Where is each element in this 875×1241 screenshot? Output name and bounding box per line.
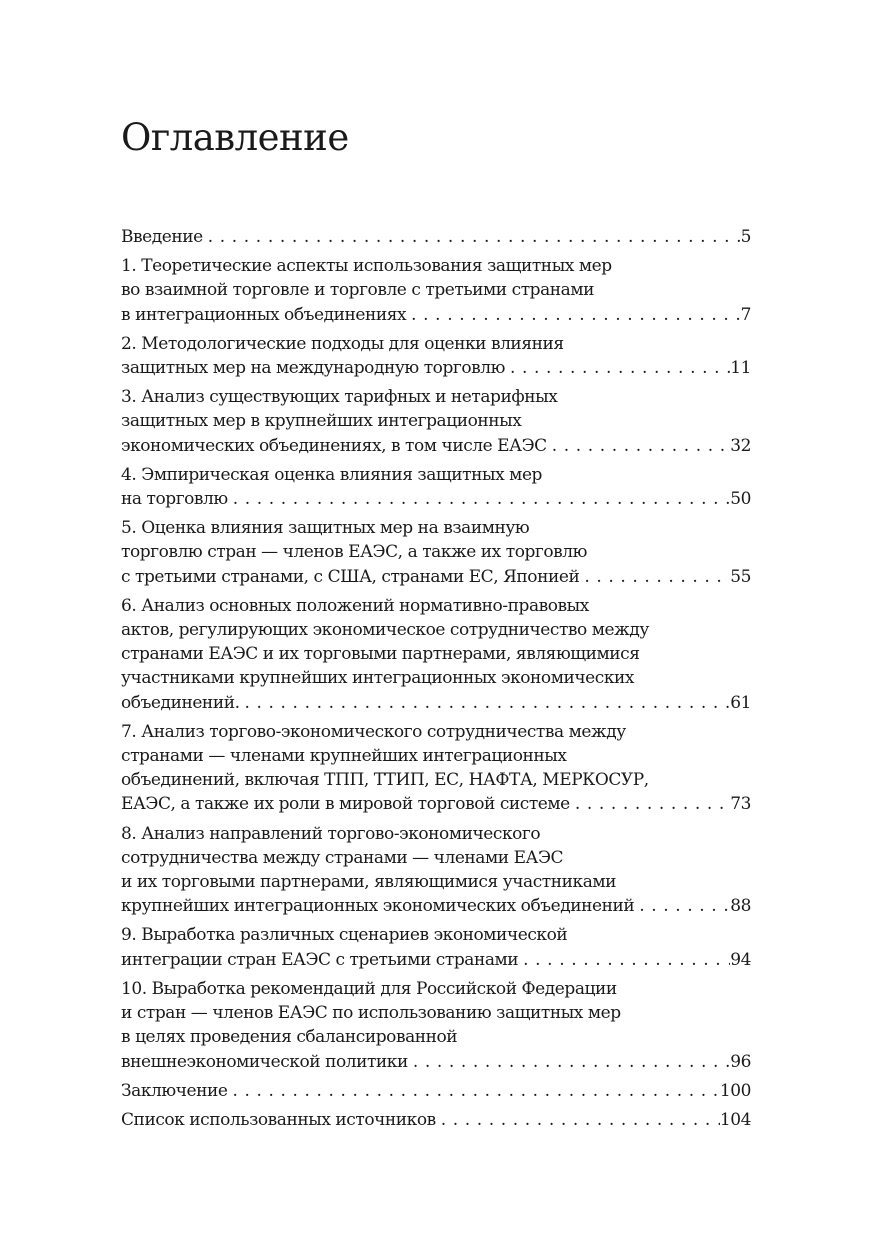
page-title: Оглавление (121, 116, 349, 159)
toc-page-number: 88 (730, 896, 751, 917)
toc-entry[interactable] (121, 923, 751, 971)
toc-entry-line: экономических объединениях, в том числе ЕАЭС (121, 435, 547, 456)
toc-entry-last-line (121, 487, 751, 511)
toc-entry[interactable] (121, 822, 751, 919)
toc-entry-line: 4. Эмпирическая оценка влияния защитных мер (121, 464, 542, 485)
toc-entry[interactable] (121, 1079, 751, 1103)
toc-entry-last-line (121, 691, 751, 715)
toc-entry[interactable] (121, 254, 751, 327)
toc-entry-last-line (121, 303, 751, 327)
toc-page-number: 73 (730, 794, 751, 815)
toc-entry-last-line (121, 1050, 751, 1074)
toc-entry-last-line (121, 792, 751, 816)
toc-entry-line: Введение (121, 227, 203, 247)
toc-page-number: 55 (730, 566, 751, 587)
toc-entry-line: защитных мер в крупнейших интеграционных (121, 411, 522, 432)
toc-entry-line: Список использованных источников (121, 1109, 436, 1130)
toc-entry-line: на торговлю (121, 489, 228, 510)
toc-entry-line: и их торговыми партнерами, являющимися участниками (121, 872, 617, 893)
toc-entry-line: внешнеэкономической политики (121, 1051, 408, 1072)
toc-entry-last-line (121, 565, 751, 589)
dot-leader (505, 356, 730, 380)
toc-entry[interactable] (121, 463, 751, 511)
toc-entry[interactable] (121, 332, 751, 380)
dot-leader (547, 434, 731, 458)
toc-page-number: 100 (719, 1080, 751, 1101)
toc-entry-last-line (121, 948, 751, 972)
toc-entry-line: защитных мер на международную торговлю (121, 358, 505, 379)
toc-entry[interactable] (121, 225, 751, 249)
toc-entry-line: 9. Выработка различных сценариев экономической (121, 925, 568, 946)
toc-entry-last-line (121, 225, 751, 249)
toc-entry-line: интеграции стран ЕАЭС с третьими странами (121, 949, 519, 970)
table-of-contents (121, 225, 751, 1137)
toc-entry-line: странами ЕАЭС и их торговыми партнерами, являющимися (121, 644, 640, 665)
toc-page-number: 61 (730, 692, 751, 713)
toc-entry-line: объединений, включая ТПП, ТТИП, ЕС, НАФТА, МЕРКОСУР, (121, 770, 649, 791)
toc-entry-line: 5. Оценка влияния защитных мер на взаимную (121, 518, 530, 539)
toc-entry[interactable] (121, 1108, 751, 1132)
toc-entry-line: участниками крупнейших интеграционных экономических (121, 668, 635, 689)
toc-page-number: 32 (730, 435, 751, 456)
toc-entry[interactable] (121, 516, 751, 589)
toc-entry-last-line (121, 356, 751, 380)
toc-page-number: 104 (719, 1109, 751, 1130)
dot-leader (436, 1108, 720, 1132)
toc-entry-last-line (121, 1079, 751, 1103)
toc-entry-line: 2. Методологические подходы для оценки влияния (121, 333, 564, 354)
toc-entry-line: 1. Теоретические аспекты использования защитных мер (121, 256, 612, 277)
dot-leader (406, 303, 740, 327)
dot-leader (228, 487, 731, 511)
toc-entry-last-line (121, 434, 751, 458)
toc-entry-last-line (121, 894, 751, 918)
toc-entry[interactable] (121, 720, 751, 817)
toc-entry-line: в целях проведения сбалансированной (121, 1027, 458, 1048)
toc-page-number: 11 (730, 358, 751, 379)
dot-leader (570, 792, 730, 816)
dot-leader (240, 691, 731, 715)
toc-entry[interactable] (121, 594, 751, 715)
toc-entry-line: с третьими странами, с США, странами ЕС, Японией (121, 566, 580, 587)
toc-entry-line: странами — членами крупнейших интеграционных (121, 746, 567, 767)
toc-entry-line: крупнейших интеграционных экономических объединений (121, 896, 635, 917)
dot-leader (634, 894, 730, 918)
toc-page-number: 94 (730, 949, 751, 970)
toc-entry-line: и стран — членов ЕАЭС по использованию защитных мер (121, 1003, 621, 1024)
toc-entry-line: в интеграционных объединениях (121, 304, 407, 325)
toc-entry-line: торговлю стран — членов ЕАЭС, а также их торговлю (121, 542, 587, 563)
toc-entry-line: объединений. (121, 692, 240, 713)
dot-leader (408, 1050, 730, 1074)
toc-entry-line: во взаимной торговле и торговле с третьими странами (121, 280, 595, 301)
toc-entry-line: ЕАЭС, а также их роли в мировой торговой системе (121, 794, 570, 815)
dot-leader (518, 948, 730, 972)
toc-page-number: 50 (730, 489, 751, 510)
toc-page-number: 5 (740, 227, 751, 247)
toc-entry[interactable] (121, 385, 751, 458)
toc-entry-line: сотрудничества между странами — членами ЕАЭС (121, 847, 564, 868)
dot-leader (227, 1079, 719, 1103)
toc-page-number: 96 (730, 1051, 751, 1072)
toc-entry-line: 6. Анализ основных положений нормативно-правовых (121, 595, 589, 616)
toc-page-number: 7 (740, 304, 751, 325)
toc-entry-line: 7. Анализ торгово-экономического сотрудничества между (121, 721, 626, 742)
dot-leader (579, 565, 730, 589)
toc-entry-line: 10. Выработка рекомендаций для Российской Федерации (121, 978, 617, 999)
toc-entry-last-line (121, 1108, 751, 1132)
toc-entry-line: 8. Анализ направлений торгово-экономического (121, 823, 541, 844)
toc-entry[interactable] (121, 977, 751, 1074)
toc-entry-line: 3. Анализ существующих тарифных и нетарифных (121, 387, 558, 408)
toc-entry-line: актов, регулирующих экономическое сотрудничество между (121, 620, 649, 641)
toc-entry-line: Заключение (121, 1080, 228, 1101)
dot-leader (203, 225, 741, 249)
